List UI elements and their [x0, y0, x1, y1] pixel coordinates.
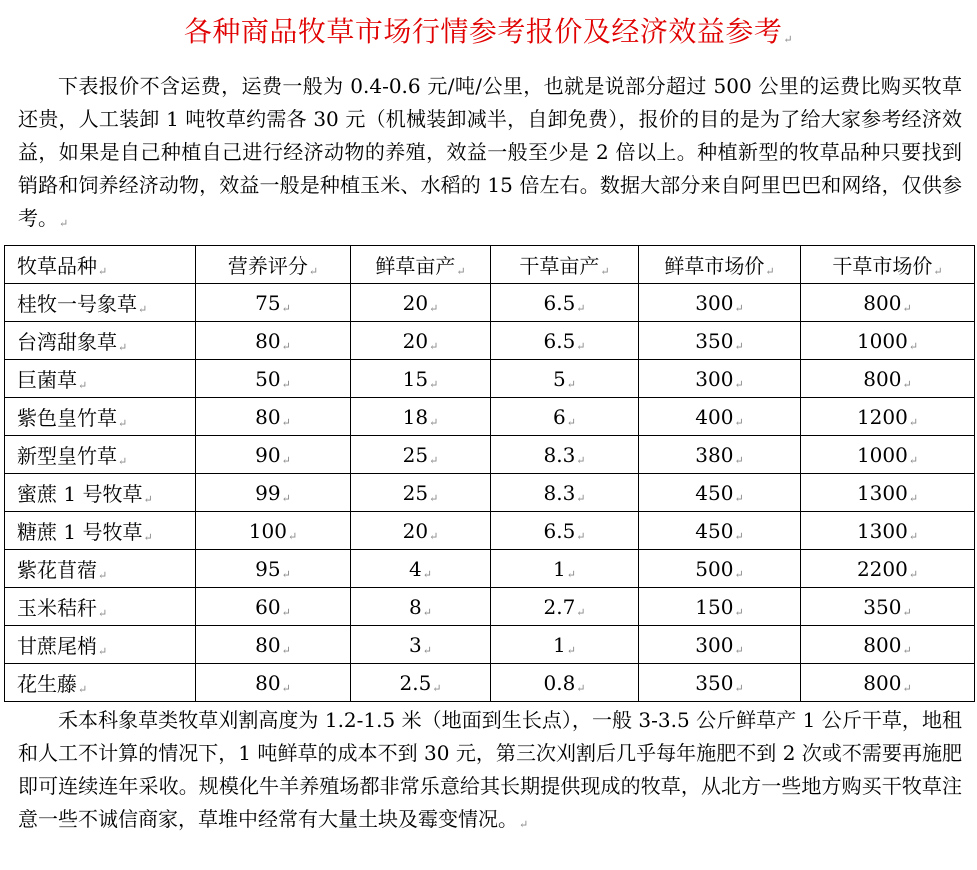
cell-mark-icon: ↵: [566, 567, 576, 581]
outro-paragraph: [18, 704, 962, 841]
grass-name-cell: 台湾甜象草↵: [5, 322, 196, 360]
cell-mark-icon: ↵: [422, 605, 432, 619]
cell-mark-icon: ↵: [281, 415, 291, 429]
table-cell: 6.5↵: [491, 512, 639, 550]
cell-mark-icon: ↵: [281, 377, 291, 391]
table-cell: 800↵: [801, 360, 975, 398]
cell-mark-icon: ↵: [600, 265, 610, 278]
table-cell: 6↵: [491, 398, 639, 436]
table-cell: 0.8↵: [491, 664, 639, 702]
cell-mark-icon: ↵: [576, 605, 586, 619]
table-row: [5, 664, 975, 702]
cell-mark-icon: ↵: [118, 341, 128, 354]
table-cell: 6.5↵: [491, 322, 639, 360]
table-cell: 1↵: [491, 550, 639, 588]
cell-mark-icon: ↵: [308, 265, 319, 278]
table-cell: 400↵: [639, 398, 801, 436]
cell-mark-icon: ↵: [98, 265, 108, 278]
table-cell: 2.5↵: [351, 664, 491, 702]
table-cell: 2.7↵: [491, 588, 639, 626]
table-cell: 8↵: [351, 588, 491, 626]
cell-mark-icon: ↵: [287, 529, 298, 543]
paragraph-mark-icon: ↵: [59, 217, 69, 230]
cell-mark-icon: ↵: [902, 377, 912, 391]
paragraph-mark-icon: ↵: [783, 33, 794, 46]
cell-mark-icon: ↵: [429, 339, 439, 353]
cell-mark-icon: ↵: [78, 683, 88, 696]
table-header-cell: 牧草品种↵: [5, 246, 196, 284]
cell-mark-icon: ↵: [765, 265, 775, 278]
table-header-cell: 鲜草亩产↵: [351, 246, 491, 284]
cell-mark-icon: ↵: [456, 265, 466, 278]
cell-mark-icon: ↵: [902, 643, 912, 657]
table-cell: 99↵: [196, 474, 351, 512]
cell-mark-icon: ↵: [908, 567, 919, 581]
table-header-cell: 干草亩产↵: [491, 246, 639, 284]
table-row: [5, 284, 975, 322]
cell-mark-icon: ↵: [734, 339, 744, 353]
cell-mark-icon: ↵: [143, 493, 153, 506]
cell-mark-icon: ↵: [98, 645, 108, 658]
cell-mark-icon: ↵: [902, 301, 912, 315]
cell-mark-icon: ↵: [429, 491, 439, 505]
table-cell: 95↵: [196, 550, 351, 588]
table-cell: 800↵: [801, 284, 975, 322]
table-cell: 25↵: [351, 474, 491, 512]
cell-mark-icon: ↵: [281, 567, 291, 581]
cell-mark-icon: ↵: [566, 415, 576, 429]
table-header-row: [5, 246, 975, 284]
grass-name-cell: 巨菌草↵: [5, 360, 196, 398]
table-cell: 150↵: [639, 588, 801, 626]
table-row: [5, 474, 975, 512]
table-cell: 20↵: [351, 512, 491, 550]
table-cell: 1200↵: [801, 398, 975, 436]
table-cell: 800↵: [801, 626, 975, 664]
table-cell: 1↵: [491, 626, 639, 664]
page-title: [0, 10, 977, 62]
cell-mark-icon: ↵: [908, 529, 919, 543]
table-cell: 20↵: [351, 322, 491, 360]
table-cell: 350↵: [801, 588, 975, 626]
cell-mark-icon: ↵: [908, 415, 919, 429]
table-row: [5, 550, 975, 588]
cell-mark-icon: ↵: [118, 417, 128, 430]
table-row: [5, 360, 975, 398]
table-cell: 300↵: [639, 626, 801, 664]
cell-mark-icon: ↵: [734, 567, 744, 581]
grass-name-cell: 紫色皇竹草↵: [5, 398, 196, 436]
table-header-cell: 鲜草市场价↵: [639, 246, 801, 284]
table-cell: 300↵: [639, 284, 801, 322]
cell-mark-icon: ↵: [98, 569, 108, 582]
cell-mark-icon: ↵: [422, 567, 432, 581]
table-cell: 800↵: [801, 664, 975, 702]
table-row: [5, 588, 975, 626]
cell-mark-icon: ↵: [566, 377, 576, 391]
grass-name-cell: 花生藤↵: [5, 664, 196, 702]
table-cell: 80↵: [196, 626, 351, 664]
grass-name-cell: 新型皇竹草↵: [5, 436, 196, 474]
cell-mark-icon: ↵: [429, 301, 439, 315]
cell-mark-icon: ↵: [576, 339, 586, 353]
cell-mark-icon: ↵: [429, 453, 439, 467]
table-cell: 1300↵: [801, 474, 975, 512]
cell-mark-icon: ↵: [734, 605, 744, 619]
grass-name-cell: 紫花苜蓿↵: [5, 550, 196, 588]
table-cell: 2200↵: [801, 550, 975, 588]
table-cell: 8.3↵: [491, 436, 639, 474]
cell-mark-icon: ↵: [281, 491, 291, 505]
cell-mark-icon: ↵: [138, 303, 148, 316]
table-row: [5, 436, 975, 474]
table-cell: 500↵: [639, 550, 801, 588]
cell-mark-icon: ↵: [118, 455, 128, 468]
table-row: [5, 512, 975, 550]
table-cell: 80↵: [196, 322, 351, 360]
table-cell: 1000↵: [801, 436, 975, 474]
grass-name-cell: 玉米秸秆↵: [5, 588, 196, 626]
table-cell: 100↵: [196, 512, 351, 550]
table-cell: 20↵: [351, 284, 491, 322]
table-cell: 80↵: [196, 664, 351, 702]
table-cell: 18↵: [351, 398, 491, 436]
grass-name-cell: 桂牧一号象草↵: [5, 284, 196, 322]
cell-mark-icon: ↵: [908, 491, 919, 505]
cell-mark-icon: ↵: [734, 453, 744, 467]
grass-name-cell: 糖蔗 1 号牧草↵: [5, 512, 196, 550]
cell-mark-icon: ↵: [734, 301, 744, 315]
cell-mark-icon: ↵: [734, 643, 744, 657]
cell-mark-icon: ↵: [576, 453, 586, 467]
cell-mark-icon: ↵: [281, 339, 291, 353]
table-body: [5, 284, 975, 702]
cell-mark-icon: ↵: [576, 681, 586, 695]
cell-mark-icon: ↵: [78, 379, 88, 392]
paragraph-mark-icon: ↵: [519, 818, 529, 831]
table-cell: 5↵: [491, 360, 639, 398]
cell-mark-icon: ↵: [98, 607, 108, 620]
grass-name-cell: 甘蔗尾梢↵: [5, 626, 196, 664]
table-cell: 15↵: [351, 360, 491, 398]
table-cell: 450↵: [639, 474, 801, 512]
table-cell: 25↵: [351, 436, 491, 474]
table-cell: 350↵: [639, 664, 801, 702]
table-cell: 4↵: [351, 550, 491, 588]
table-header-cell: 干草市场价↵: [801, 246, 975, 284]
table-header-cell: 营养评分↵: [196, 246, 351, 284]
table-row: [5, 398, 975, 436]
cell-mark-icon: ↵: [902, 605, 912, 619]
intro-paragraph: [18, 70, 962, 240]
cell-mark-icon: ↵: [432, 681, 442, 695]
cell-mark-icon: ↵: [734, 529, 744, 543]
cell-mark-icon: ↵: [576, 491, 586, 505]
cell-mark-icon: ↵: [143, 531, 153, 544]
table-cell: 80↵: [196, 398, 351, 436]
intro-text: 下表报价不含运费，运费一般为 0.4-0.6 元/吨/公里，也就是说部分超过 500 公里的运费比购买牧草还贵，人工装卸 1 吨牧草约需各 30 元（机械装卸减半，自卸免费），报价的目的是为了给大家参考经济效益，如果是自己种植自己进行经济动物的养殖，效益一般至少是 2 倍以上。种植新型的牧草品种只要找到销路和饲养经济动物，效益一般是种植玉米、水稻的 15 倍左右。数据大部分来自阿里巴巴和网络，仅供参考。: [18, 74, 962, 230]
cell-mark-icon: ↵: [933, 265, 943, 278]
grass-name-cell: 蜜蔗 1 号牧草↵: [5, 474, 196, 512]
cell-mark-icon: ↵: [429, 529, 439, 543]
table-cell: 50↵: [196, 360, 351, 398]
table-cell: 350↵: [639, 322, 801, 360]
cell-mark-icon: ↵: [734, 415, 744, 429]
cell-mark-icon: ↵: [422, 643, 432, 657]
cell-mark-icon: ↵: [566, 643, 576, 657]
table-cell: 8.3↵: [491, 474, 639, 512]
page-title-text: 各种商品牧草市场行情参考报价及经济效益参考: [183, 15, 783, 48]
table-cell: 6.5↵: [491, 284, 639, 322]
table-row: [5, 322, 975, 360]
table-cell: 380↵: [639, 436, 801, 474]
cell-mark-icon: ↵: [281, 681, 291, 695]
cell-mark-icon: ↵: [734, 377, 744, 391]
table-cell: 450↵: [639, 512, 801, 550]
table-cell: 1300↵: [801, 512, 975, 550]
table-cell: 300↵: [639, 360, 801, 398]
cell-mark-icon: ↵: [734, 491, 744, 505]
table-cell: 90↵: [196, 436, 351, 474]
cell-mark-icon: ↵: [281, 605, 291, 619]
cell-mark-icon: ↵: [576, 529, 586, 543]
cell-mark-icon: ↵: [281, 453, 291, 467]
table-cell: 75↵: [196, 284, 351, 322]
cell-mark-icon: ↵: [429, 377, 439, 391]
cell-mark-icon: ↵: [576, 301, 586, 315]
cell-mark-icon: ↵: [734, 681, 744, 695]
cell-mark-icon: ↵: [281, 643, 291, 657]
outro-text: 禾本科象草类牧草刈割高度为 1.2-1.5 米（地面到生长点），一般 3-3.5 公斤鲜草产 1 公斤干草，地租和人工不计算的情况下，1 吨鲜草的成本不到 30 元，第三次刈割后几乎每年施肥不到 2 次或不需要再施肥即可连续连年采收。规模化牛羊养殖场都非常乐意给其长期提供现成的牧草，从北方一些地方购买干牧草注意一些不诚信商家，草堆中经常有大量土块及霉变情况。: [18, 708, 962, 831]
price-table: [4, 245, 975, 702]
table-cell: 60↵: [196, 588, 351, 626]
cell-mark-icon: ↵: [429, 415, 439, 429]
cell-mark-icon: ↵: [902, 681, 912, 695]
table-row: [5, 626, 975, 664]
cell-mark-icon: ↵: [908, 453, 919, 467]
table-cell: 3↵: [351, 626, 491, 664]
table-cell: 1000↵: [801, 322, 975, 360]
cell-mark-icon: ↵: [281, 301, 291, 315]
cell-mark-icon: ↵: [908, 339, 919, 353]
